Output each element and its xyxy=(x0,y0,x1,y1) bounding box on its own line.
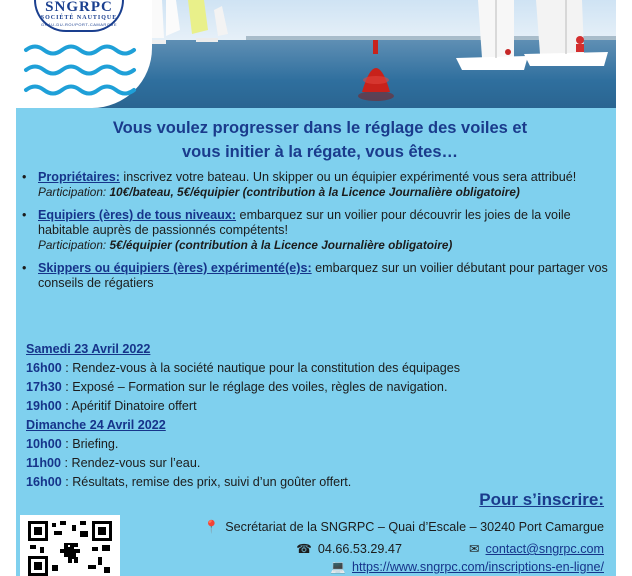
schedule-row: 17h30 : Exposé – Formation sur le réglage des voiles, règles de navigation. xyxy=(26,380,448,394)
phone-icon: ☎ xyxy=(296,542,312,556)
profile-text: embarquez sur un voilier débutant pour partager vos conseils de régatiers xyxy=(38,261,608,290)
envelope-icon: ✉ xyxy=(468,542,480,556)
logo-title: SNGRPC xyxy=(45,0,113,15)
contact-phone-email xyxy=(296,541,604,556)
event-schedule xyxy=(26,340,606,492)
phone-number: 04.66.53.29.47 xyxy=(317,542,402,556)
profile-item-crew xyxy=(22,208,612,253)
qr-code[interactable] xyxy=(20,515,120,576)
headline xyxy=(40,116,600,164)
laptop-icon: 💻 xyxy=(330,560,347,574)
headline-line-1: Vous voulez progresser dans le réglage des voiles et xyxy=(112,119,528,137)
schedule-row: 10h00 : Briefing. xyxy=(26,437,119,451)
schedule-row: 16h00 : Résultats, remise des prix, suivi d’un goûter offert. xyxy=(26,475,352,489)
logo-place: GRAU-DU-ROI/PORT-CAMARGUE xyxy=(41,22,117,27)
profile-title: Equipiers (ères) de tous niveaux: xyxy=(38,208,237,222)
bullet-icon: • xyxy=(22,261,27,275)
schedule-day-saturday: Samedi 23 Avril 2022 xyxy=(26,342,151,356)
schedule-row: 19h00 : Apéritif Dinatoire offert xyxy=(26,399,197,413)
profile-item-owners xyxy=(22,170,612,200)
profile-text: inscrivez votre bateau. Un skipper ou un équipier expérimenté vous sera attribué! xyxy=(119,170,577,184)
profile-text: embarquez sur un voilier pour découvrir les joies de la voile habitable auprès de passionnés compétents! xyxy=(38,208,571,237)
logo-subtitle: SOCIÉTÉ NAUTIQUE xyxy=(40,15,118,21)
email-link[interactable]: contact@sngrpc.com xyxy=(485,542,604,556)
profile-participation: Participation: 10€/bateau, 5€/équipier (contribution à la Licence Journalière obligatoire) xyxy=(38,185,520,199)
pin-icon: 📍 xyxy=(203,520,220,534)
profile-item-skippers xyxy=(22,261,612,291)
contact-website xyxy=(330,560,604,575)
contact-address: 📍 Secrétariat de la SNGRPC – Quai d’Escale – 30240 Port Camargue xyxy=(203,520,604,534)
bullet-icon: • xyxy=(22,208,27,222)
schedule-day-sunday: Dimanche 24 Avril 2022 xyxy=(26,418,166,432)
qr-code-icon xyxy=(28,521,112,576)
schedule-row: 16h00 : Rendez-vous à la société nautique pour la constitution des équipages xyxy=(26,361,461,375)
website-link[interactable]: https://www.sngrpc.com/inscriptions-en-ligne/ xyxy=(352,560,604,574)
bullet-icon: • xyxy=(22,170,27,184)
headline-line-2: vous initier à la régate, vous êtes… xyxy=(181,143,459,161)
waves-icon xyxy=(22,42,140,102)
profile-title: Skippers ou équipiers (ères) expérimenté(e)s: xyxy=(38,261,312,275)
register-title: Pour s’inscrire: xyxy=(479,490,604,509)
profile-title: Propriétaires: xyxy=(38,170,120,184)
profile-list xyxy=(22,170,612,299)
schedule-row: 11h00 : Rendez-vous sur l’eau. xyxy=(26,456,201,470)
profile-participation: Participation: 5€/équipier (contribution à la Licence Journalière obligatoire) xyxy=(38,238,453,252)
